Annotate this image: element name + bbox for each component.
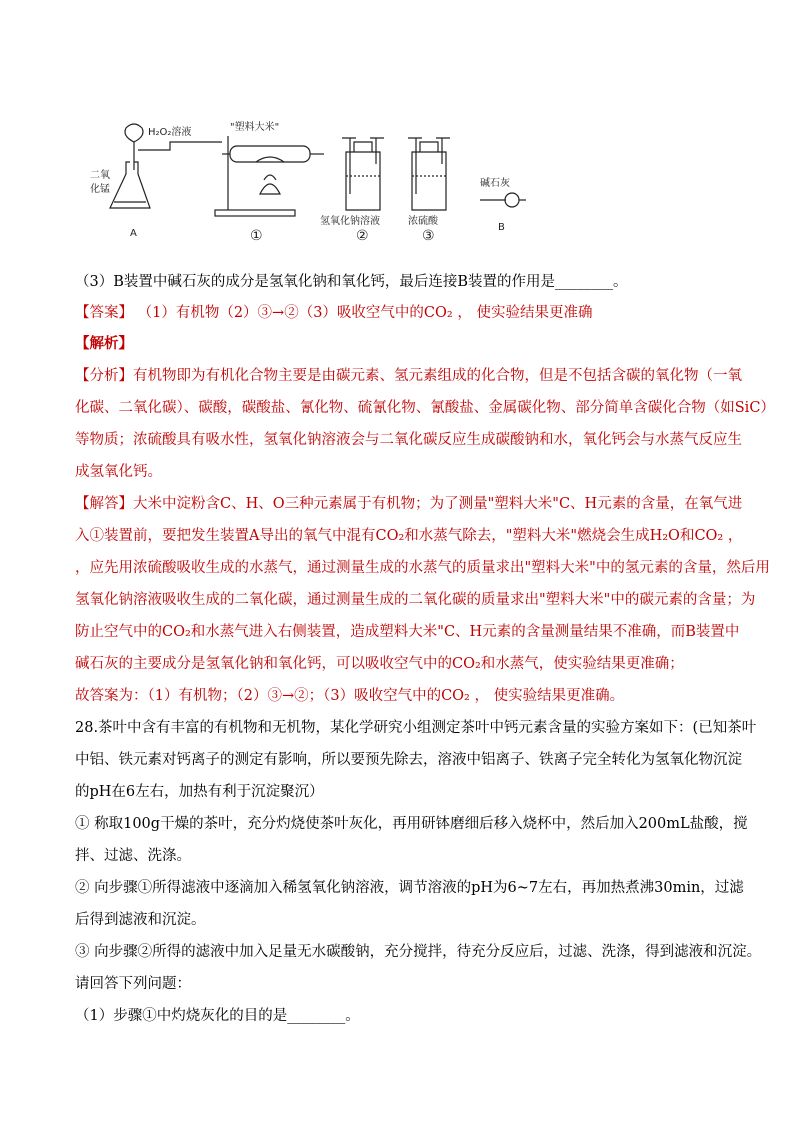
step-3-line: ③ 向步骤②所得的滤液中加入足量无水碳酸钠，充分搅拌，待充分反应后，过滤、洗涤，得到滤液和沉淀。 — [75, 944, 762, 960]
question-28-line: 中铝、铁元素对钙离子的测定有影响，所以要预先除去，溶液中铝离子、铁离子完全转化为氢氧化物沉淀 — [75, 752, 742, 768]
solution-line: 【解答】大米中淀粉含C、H、O三种元素属于有机物；为了测量"塑料大米"C、H元素的含量，在氧气进 — [75, 496, 743, 512]
question-3-line: （3）B装置中碱石灰的成分是氢氧化钠和氧化钙，最后连接B装置的作用是________。 — [75, 274, 628, 290]
label-mno2-bottom: 化锰 — [90, 184, 110, 195]
solution-line: 防止空气中的CO₂和水蒸气进入右侧装置，造成塑料大米"C、H元素的含量测量结果不准确，而B装置中 — [75, 624, 740, 640]
solution-line: 入①装置前，要把发生装置A导出的氧气中混有CO₂和水蒸气除去，"塑料大米"燃烧会生成H₂O和CO₂ ， — [75, 528, 743, 544]
question-28-line: 28.茶叶中含有丰富的有机物和无机物，某化学研究小组测定茶叶中钙元素含量的实验方案如下：(已知茶叶 — [75, 720, 757, 736]
analysis-heading: 【解析】 — [75, 335, 133, 352]
step-1-line: ① 称取100g干燥的茶叶，充分灼烧使茶叶灰化，再用研钵磨细后移入烧杯中，然后加入200mL盐酸，搅 — [75, 816, 748, 832]
conical-flask — [110, 162, 150, 208]
label-soda-lime: 碱石灰 — [480, 178, 510, 189]
label-h2o2: H₂O₂溶液 — [148, 127, 192, 138]
analysis-line: 【分析】有机物即为有机化合物主要是由碳元素、氢元素组成的化合物，但是不包括含碳的氧化物（一氧 — [75, 368, 742, 384]
analysis-line: 等物质；浓硫酸具有吸水性，氢氧化钠溶液会与二氧化碳反应生成碳酸钠和水，氧化钙会与水蒸气反应生 — [75, 432, 742, 448]
apparatus-diagram — [80, 118, 540, 246]
label-mno2-top: 二氧 — [90, 170, 110, 181]
label-h2so4: 浓硫酸 — [408, 216, 438, 227]
stand-base — [215, 210, 295, 216]
step-1-line: 拌、过滤、洗涤。 — [75, 848, 191, 864]
prompt-line: 请回答下列问题： — [75, 976, 191, 992]
step-2-line: 后得到滤液和沉淀。 — [75, 912, 206, 928]
final-answer-line: 故答案为：（1）有机物；（2）③→②；（3）吸收空气中的CO₂ ， 使实验结果更准确。 — [75, 688, 625, 704]
label-n2: ② — [356, 228, 369, 244]
question-28-line: 的pH在6左右，加热有利于沉淀聚沉） — [75, 784, 324, 800]
analysis-line: 化碳、二氧化碳）、碳酸，碳酸盐、氰化物、硫氰化物、氰酸盐、金属碳化物、部分简单含碳化合物（如SiC） — [75, 400, 775, 416]
separatory-funnel — [125, 124, 143, 142]
bottle-2 — [346, 152, 380, 210]
bottle-3 — [412, 152, 446, 210]
drying-tube — [505, 193, 519, 207]
solution-line: 氢氧化钠溶液吸收生成的二氧化碳，通过测量生成的二氧化碳的质量求出"塑料大米"中的碳元素的含量；为 — [75, 592, 756, 608]
label-plastic-rice: "塑料大米" — [230, 122, 280, 133]
tube-a — [138, 142, 222, 150]
solution-line: ，应先用浓硫酸吸收生成的水蒸气，通过测量生成的水蒸气的质量求出"塑料大米"中的氢元素的含量，然后用 — [75, 560, 770, 576]
step-2-line: ② 向步骤①所得滤液中逐滴加入稀氢氧化钠溶液，调节溶液的pH为6~7左右，再加热煮沸30min，过滤 — [75, 880, 744, 896]
answer-line: 【答案】 （1）有机物（2）③→②（3）吸收空气中的CO₂ ， 使实验结果更准确 — [75, 305, 593, 321]
alcohol-lamp — [260, 184, 280, 194]
label-b: B — [498, 222, 505, 233]
combustion-tube — [230, 146, 310, 162]
analysis-line: 成氢氧化钙。 — [75, 464, 162, 480]
label-n1: ① — [250, 228, 263, 244]
label-naoh: 氢氧化钠溶液 — [320, 216, 380, 227]
label-a: A — [130, 228, 137, 239]
solution-line: 碱石灰的主要成分是氢氧化钠和氧化钙，可以吸收空气中的CO₂和水蒸气，使实验结果更准确； — [75, 656, 684, 672]
sub-question-1-line: （1）步骤①中灼烧灰化的目的是________。 — [75, 1008, 360, 1024]
label-n3: ③ — [422, 228, 435, 244]
apparatus-figure — [80, 118, 540, 246]
